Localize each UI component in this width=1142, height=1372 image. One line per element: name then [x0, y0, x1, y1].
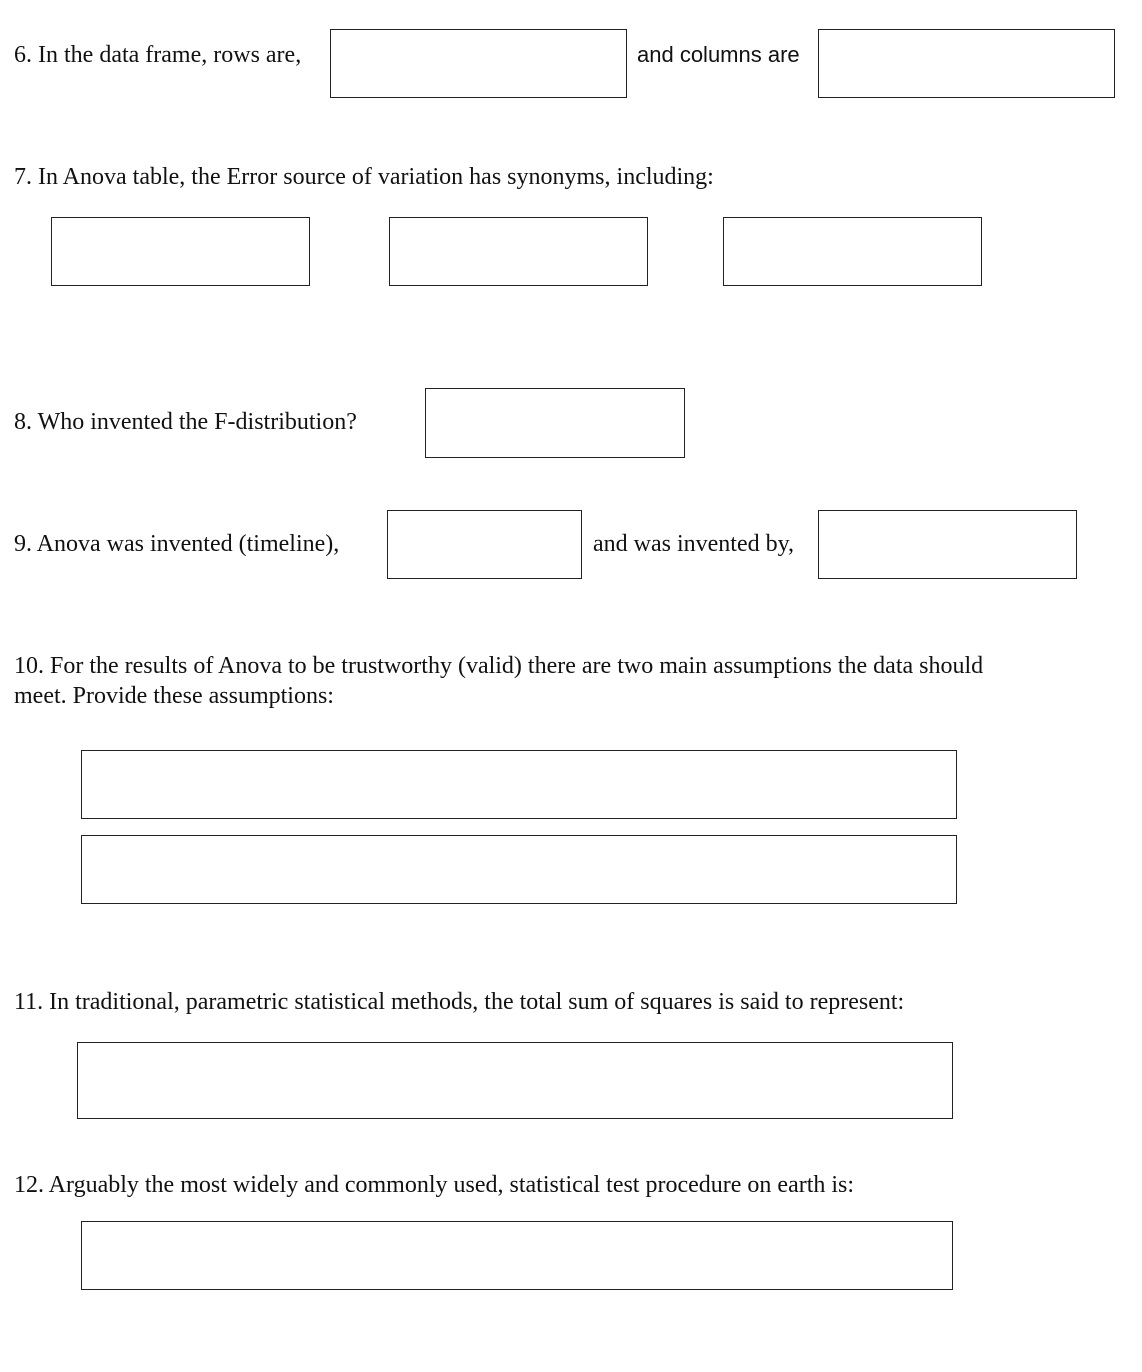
- q10-prompt-line-1: 10. For the results of Anova to be trustworthy (valid) there are two main assumptions the data should: [14, 653, 984, 679]
- q7-synonym-field-3[interactable]: [723, 217, 982, 286]
- q9-inventor-answer-field[interactable]: [818, 510, 1077, 579]
- q10-assumption-field-2[interactable]: [81, 835, 957, 904]
- q9-middle-text: and was invented by,: [593, 531, 795, 557]
- q10-assumption-field-1[interactable]: [81, 750, 957, 819]
- q11-answer-field[interactable]: [77, 1042, 953, 1119]
- q6-prompt: 6. In the data frame, rows are,: [14, 42, 302, 68]
- q6-middle-text: and columns are: [637, 42, 800, 67]
- q7-synonym-field-2[interactable]: [389, 217, 648, 286]
- q11-prompt: 11. In traditional, parametric statistical methods, the total sum of squares is said to represent:: [14, 989, 905, 1015]
- q10-prompt-line-2: meet. Provide these assumptions:: [14, 683, 334, 709]
- q7-synonym-field-1[interactable]: [51, 217, 310, 286]
- q8-answer-field[interactable]: [425, 388, 685, 458]
- q7-prompt: 7. In Anova table, the Error source of variation has synonyms, including:: [14, 164, 714, 190]
- q8-prompt: 8. Who invented the F-distribution?: [14, 409, 357, 435]
- q9-timeline-answer-field[interactable]: [387, 510, 582, 579]
- q12-answer-field[interactable]: [81, 1221, 953, 1290]
- q6-rows-answer-field[interactable]: [330, 29, 627, 98]
- q12-prompt: 12. Arguably the most widely and commonly used, statistical test procedure on earth is:: [14, 1172, 855, 1198]
- q6-columns-answer-field[interactable]: [818, 29, 1115, 98]
- q9-prompt: 9. Anova was invented (timeline),: [14, 531, 340, 557]
